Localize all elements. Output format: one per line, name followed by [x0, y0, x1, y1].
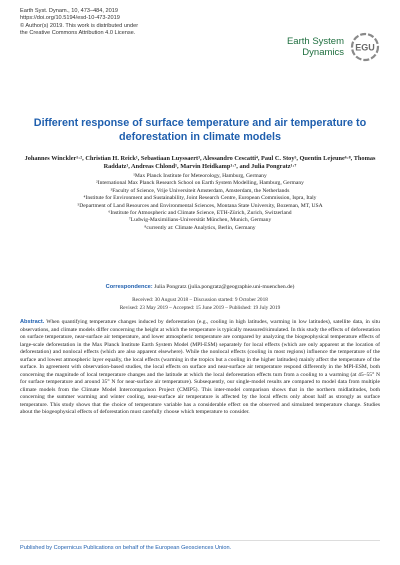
article-metadata [20, 8, 240, 38]
citation-line: Earth Syst. Dynam., 10, 473–484, 2019 [20, 8, 118, 14]
correspondence-label: Correspondence: [105, 284, 153, 290]
affiliation: ⁷Ludwig-Maximilians-Universität München, Munich, Germany [128, 217, 272, 224]
egu-logo-icon [350, 32, 380, 62]
publisher-footer: Published by Copernicus Publications on behalf of the European Geosciences Union. [20, 545, 232, 551]
paper-title: Different response of surface temperature and air temperature to deforestation in climate models [33, 117, 367, 143]
received-line: Received: 30 August 2018 – Discussion started: 9 October 2018 [132, 297, 268, 303]
correspondence [20, 284, 380, 291]
abstract-label: Abstract. [20, 319, 45, 325]
footer-divider [20, 540, 380, 541]
svg-text:EGU: EGU [355, 42, 375, 53]
affiliation: ⁸currently at: Climate Analytics, Berlin, Germany [144, 224, 256, 231]
author-list: Johannes Winckler¹·², Christian H. Reick¹, Sebastiaan Luyssaert³, Alessandro Cescatti⁴, Paul C. Stoy⁵, Quentin Lejeune⁶·⁸, Thomas Raddatz¹, Andreas Chlond¹, Marvin Heidkamp¹·⁷, and Julia Pongratz¹·⁷ [24, 155, 376, 170]
affiliations [30, 173, 370, 232]
publication-dates [20, 297, 380, 312]
copyright-line: © Author(s) 2019. This work is distributed under [20, 22, 139, 29]
affiliation: ⁶Institute for Atmospheric and Climate Science, ETH-Zürich, Zurich, Switzerland [108, 210, 292, 217]
affiliation: ¹Max Planck Institute for Meteorology, Hamburg, Germany [133, 173, 267, 179]
license-line: the Creative Commons Attribution 4.0 License. [20, 30, 136, 37]
abstract-text: When quantifying temperature changes induced by deforestation (e.g., cooling in high latitudes, warming in low latitudes), satellite data, in situ observations, and climate models differ concerning the height at which the temperature is typically measured/simulated. In this study the effects of deforestation on surface temperature, near-surface air temperature, and lower atmospheric temperature are compared by analyzing the biogeophysical temperature effects of large-scale deforestation in the Max Planck Institute Earth System Model (MPI-ESM) separately for local effects (which are only apparent at the location of deforestation) and nonlocal effects (which are also apparent elsewhere). While the nonlocal effects (cooling in most regions) influence the temperature of the surface and lowest atmospheric layer equally, the local effects (warming in the tropics but a cooling in the higher latitudes) mainly affect the temperature of the surface. In agreement with observation-based studies, the local effects on surface and near-surface air temperature respond differently in the MPI-ESM, both concerning the magnitude of local temperature changes and the latitude at which the local deforestation effects turn from a cooling to a warming (at 45–55° N for surface temperature and around 35° N for near-surface air temperature). Subsequently, our single-model results are compared to model data from multiple climate models from the Climate Model Intercomparison Project (CMIP5). This inter-model comparison shows that in the northern midlatitudes, both concerning the summer warming and winter cooling, near-surface air temperature is affected by the local effects only about half as strongly as surface temperature. This study shows that the choice of temperature variable has a considerable effect on the observed and simulated temperature change. Studies about the biogeophysical effects of deforestation must carefully choose which temperature to consider. [20, 319, 380, 415]
affiliation: ⁵Department of Land Resources and Environmental Sciences, Montana State University, Bozeman, MT, USA [77, 202, 323, 209]
affiliation: ²International Max Planck Research School on Earth System Modelling, Hamburg, Germany [96, 180, 304, 187]
affiliation: ³Faculty of Science, Vrije Universiteit Amsterdam, Amsterdam, the Netherlands [110, 187, 290, 194]
affiliation: ⁴Institute for Environment and Sustainability, Joint Research Centre, European Commission, Ispra, Italy [83, 195, 317, 202]
doi-link[interactable]: https://doi.org/10.5194/esd-10-473-2019 [20, 15, 120, 22]
abstract [20, 319, 380, 417]
journal-logo [287, 32, 380, 62]
journal-name: Earth System Dynamics [286, 36, 344, 58]
correspondence-email[interactable]: Julia Pongratz (julia.pongratz@geographie.uni-muenchen.de) [154, 284, 295, 290]
published-line: Revised: 23 May 2019 – Accepted: 15 June 2019 – Published: 19 July 2019 [119, 304, 281, 311]
